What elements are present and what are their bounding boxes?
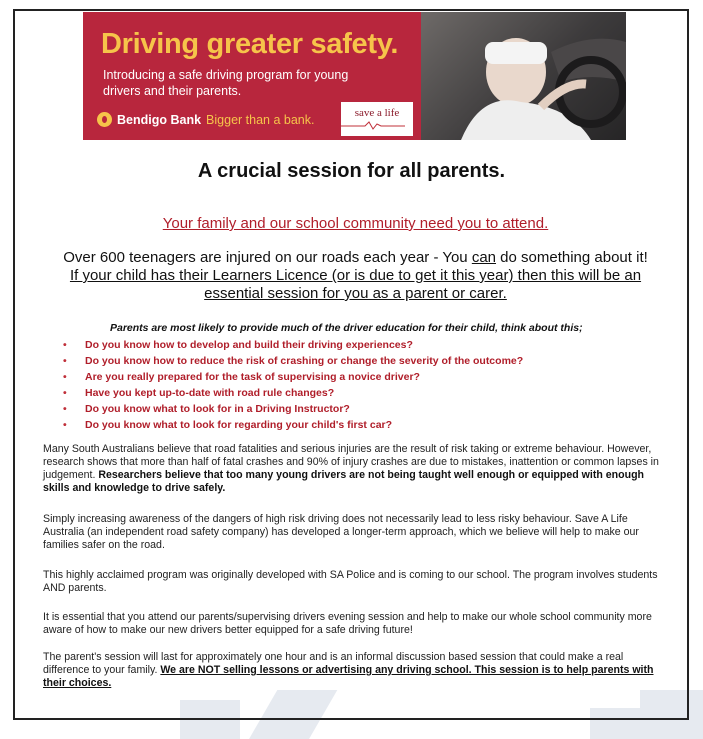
- banner-title: Driving greater safety.: [101, 28, 399, 60]
- teen-driver-image: [421, 12, 626, 140]
- bullet-icon: •: [63, 403, 67, 415]
- driver-photo: [421, 12, 626, 140]
- questions-intro: Parents are most likely to provide much of the driver education for their child, think about this;: [110, 322, 583, 334]
- paragraph-program: This highly acclaimed program was originally developed with SA Police and is coming to our school. The program involves students AND parents.: [43, 569, 658, 594]
- bullet-icon: •: [63, 339, 67, 351]
- bendigo-bank-logo-icon: [97, 112, 112, 127]
- paragraph-session: The parent's session will last for approximately one hour and is an informal discussion based session that could make a real difference to your family. We are NOT selling lessons or advertising any driving school. This session is to help parents with their choices.: [43, 651, 654, 689]
- list-item: • Do you know what to look for in a Driving Instructor?: [63, 403, 350, 415]
- heartbeat-icon: [341, 120, 405, 130]
- call-to-attend: Your family and our school community need you to attend.: [162, 215, 549, 232]
- bullet-icon: •: [63, 371, 67, 383]
- paragraph-research: Many South Australians believe that road fatalities and serious injuries are the result of risk taking or extreme behaviour. However, research shows that more than half of fatal crashes and 90% of injury crashes are due to mistakes, inattention or common lapses in judgement. Researchers believe that too many young drivers are not being taught well enough or equipped with enough skills and knowledge to drive safely.: [43, 443, 659, 494]
- save-a-life-logo: [341, 102, 413, 136]
- list-item: • Do you know how to reduce the risk of crashing or change the severity of the outcome?: [63, 355, 524, 367]
- paragraph-attend: It is essential that you attend our parents/supervising drivers evening session and help to make our whole school community more aware of how to make our new drivers better equipped for a safe driving future!: [43, 611, 652, 636]
- page-headline: A crucial session for all parents.: [197, 160, 506, 182]
- statistic-line: Over 600 teenagers are injured on our roads each year - You can do something about it!: [63, 249, 648, 266]
- paragraph-approach: Simply increasing awareness of the dangers of high risk driving does not necessarily lead to less risky behaviour. Save A Life Australia (an independent road safety company) has developed a longer-term approach, which we believe will help to make our families safer on the road.: [43, 513, 639, 551]
- list-item: • Do you know how to develop and build their driving experiences?: [63, 339, 413, 351]
- sponsor-banner: [83, 12, 626, 140]
- bullet-icon: •: [63, 355, 67, 367]
- bank-tagline: Bigger than a bank.: [206, 112, 315, 127]
- bank-name: Bendigo Bank: [117, 112, 202, 127]
- save-a-life-logo-text: save a life: [354, 107, 400, 119]
- list-item: • Are you really prepared for the task of supervising a novice driver?: [63, 371, 420, 383]
- question-list: [63, 337, 523, 433]
- banner-subtitle: Introducing a safe driving program for young drivers and their parents.: [103, 68, 349, 98]
- statistic-block: [0, 249, 703, 303]
- bullet-icon: •: [63, 419, 67, 431]
- bullet-icon: •: [63, 387, 67, 399]
- learners-licence-note: If your child has their Learners Licence (or is due to get it this year) then this will be an essential session for you as a parent or carer.: [69, 267, 642, 302]
- list-item: • Have you kept up-to-date with road rule changes?: [63, 387, 335, 399]
- list-item: • Do you know what to look for regarding your child's first car?: [63, 419, 393, 431]
- bank-branding: [97, 112, 314, 127]
